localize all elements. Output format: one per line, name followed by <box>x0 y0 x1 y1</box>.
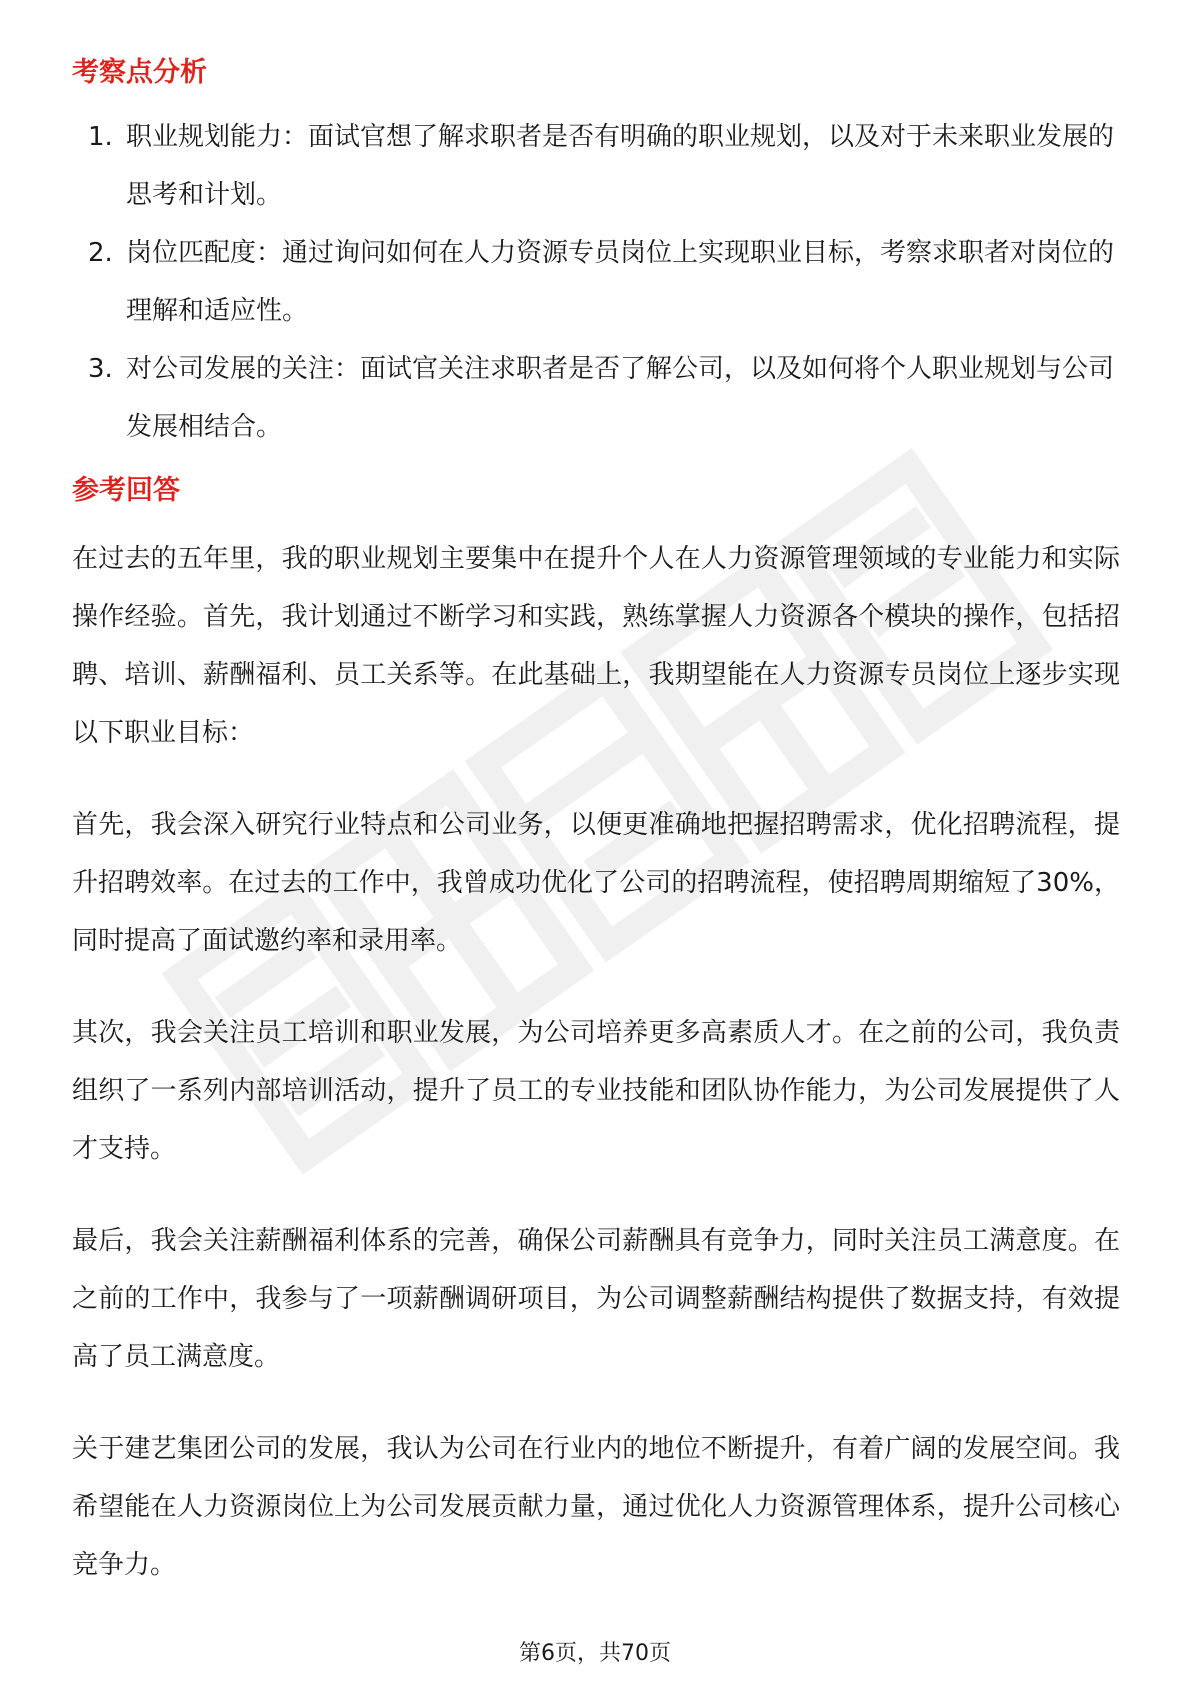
list-item <box>72 340 1120 456</box>
list-item-number: 2. <box>88 238 113 268</box>
answer-paragraph: 其次，我会关注员工培训和职业发展，为公司培养更多高素质人才。在之前的公司，我负责组织了一系列内部培训活动，提升了员工的专业技能和团队协作能力，为公司发展提供了人才支持。 <box>72 1018 1120 1164</box>
list-item-number: 3. <box>88 354 113 384</box>
section-heading-answer: 参考回答 <box>72 475 180 506</box>
answer-paragraph: 关于建艺集团公司的发展，我认为公司在行业内的地位不断提升，有着广阔的发展空间。我希望能在人力资源岗位上为公司发展贡献力量，通过优化人力资源管理体系，提升公司核心竞争力。 <box>72 1434 1120 1580</box>
list-item <box>72 224 1120 340</box>
answer-paragraph: 首先，我会深入研究行业特点和公司业务，以便更准确地把握招聘需求，优化招聘流程，提升招聘效率。在过去的工作中，我曾成功优化了公司的招聘流程，使招聘周期缩短了30%，同时提高了面试邀约率和录用率。 <box>72 810 1120 956</box>
answer-paragraph: 在过去的五年里，我的职业规划主要集中在提升个人在人力资源管理领域的专业能力和实际操作经验。首先，我计划通过不断学习和实践，熟练掌握人力资源各个模块的操作，包括招聘、培训、薪酬福利、员工关系等。在此基础上，我期望能在人力资源专员岗位上逐步实现以下职业目标： <box>72 544 1120 748</box>
page-footer: 第6页，共70页 <box>519 1641 671 1666</box>
answer-paragraph: 最后，我会关注薪酬福利体系的完善，确保公司薪酬具有竞争力，同时关注员工满意度。在之前的工作中，我参与了一项薪酬调研项目，为公司调整薪酬结构提供了数据支持，有效提高了员工满意度。 <box>72 1226 1120 1372</box>
analysis-list <box>72 108 1120 456</box>
list-item <box>72 108 1120 224</box>
list-item-text: 对公司发展的关注：面试官关注求职者是否了解公司，以及如何将个人职业规划与公司发展相结合。 <box>126 354 1115 442</box>
section-heading-analysis: 考察点分析 <box>72 57 207 88</box>
list-item-number: 1. <box>88 122 113 152</box>
list-item-text: 岗位匹配度：通过询问如何在人力资源专员岗位上实现职业目标，考察求职者对岗位的理解和适应性。 <box>126 238 1115 326</box>
list-item-text: 职业规划能力：面试官想了解求职者是否有明确的职业规划，以及对于未来职业发展的思考和计划。 <box>126 122 1115 210</box>
document-body <box>72 48 1120 1628</box>
